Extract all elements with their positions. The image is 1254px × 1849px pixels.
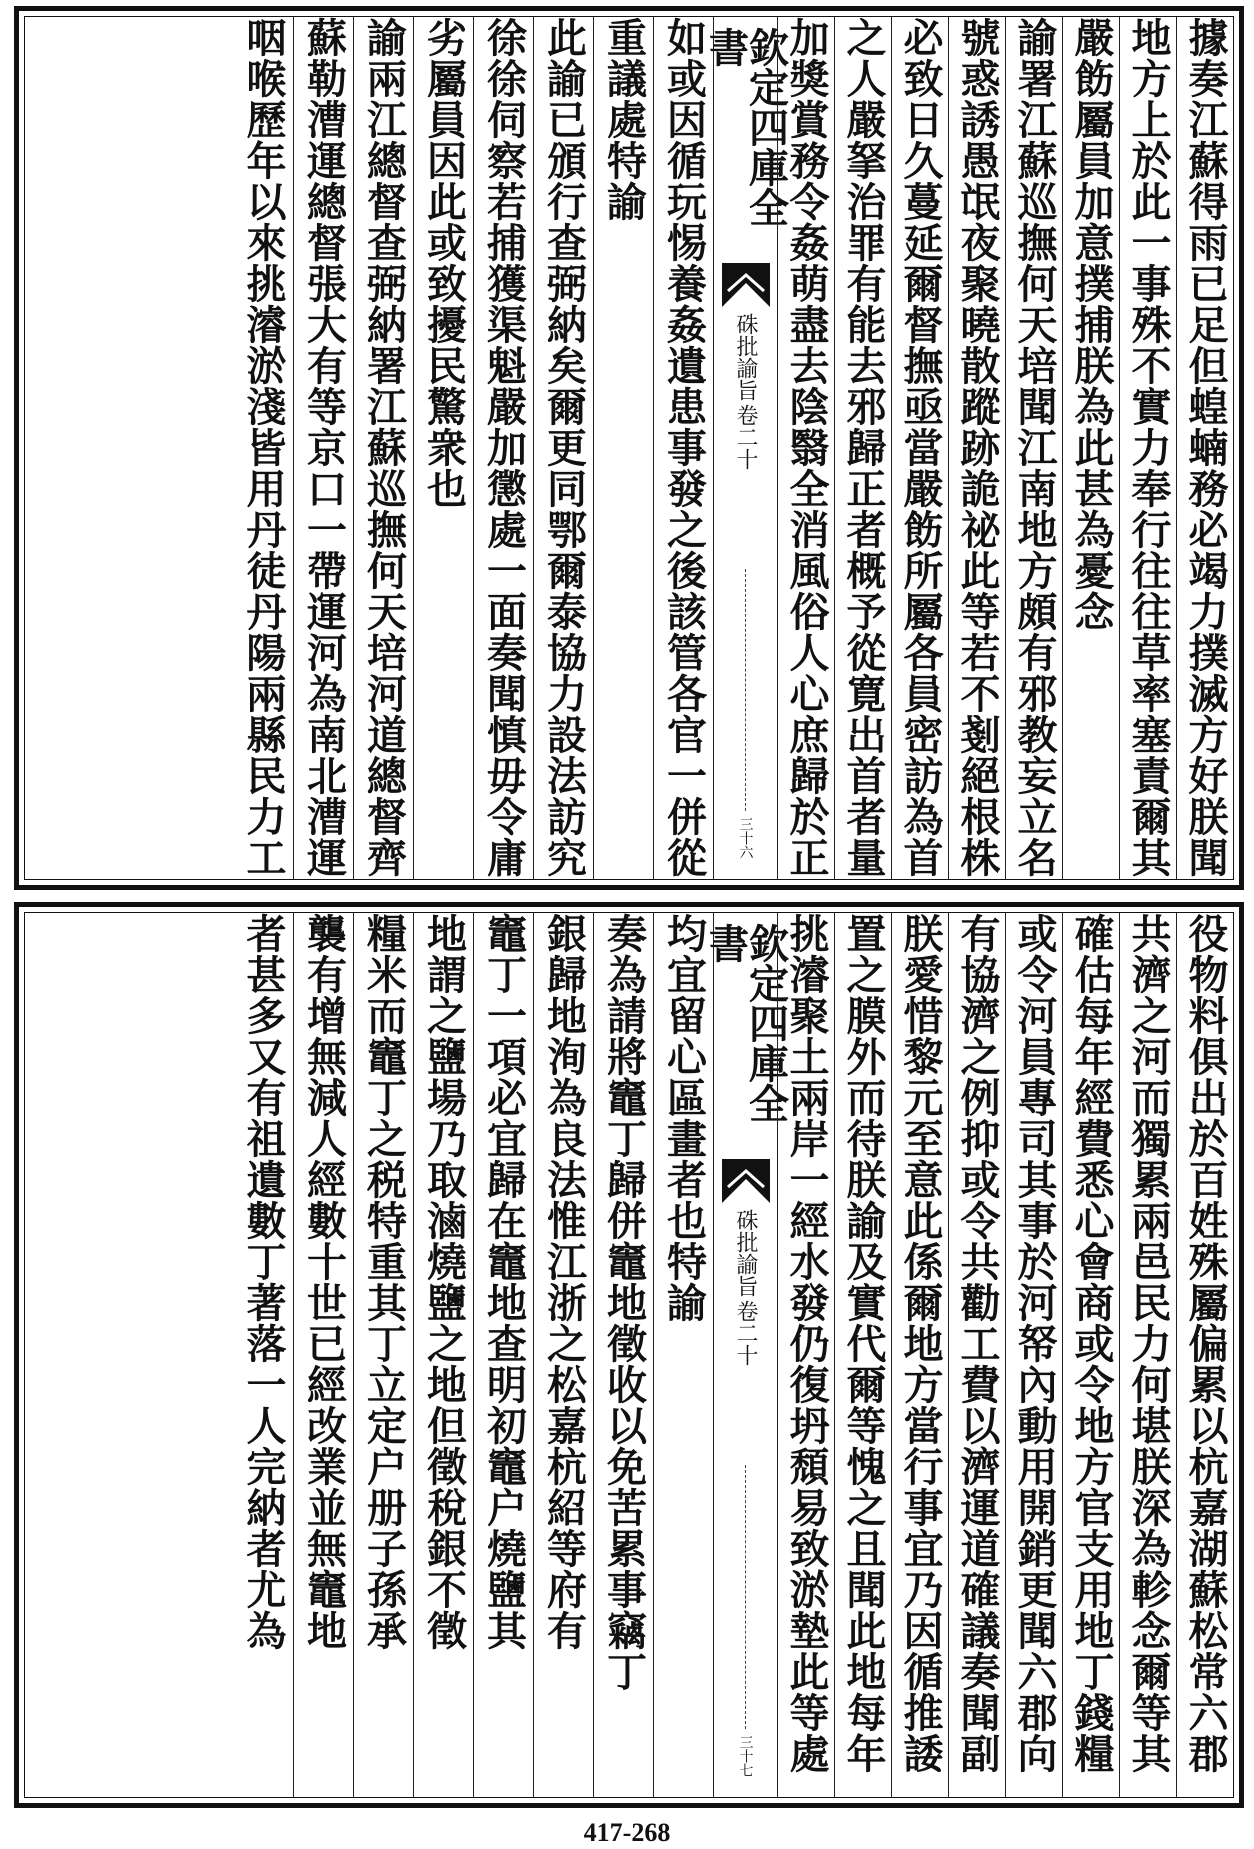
column-text: 加獎賞務令姦萌盡去陰翳全消風俗人心庶歸於正 (783, 17, 830, 878)
leaf-number: 三十七 (737, 1735, 754, 1777)
text-column (834, 17, 891, 879)
text-column (834, 913, 891, 1797)
gutter-subtitle (734, 1209, 757, 1459)
column-text: 地謂之鹽場乃取滷燒鹽之地但徵稅銀不徵 (420, 913, 468, 1651)
text-column (233, 913, 293, 1797)
top-page-panel (14, 6, 1244, 890)
leaf-number: 三十六 (737, 817, 754, 859)
column-text: 役物料俱出於百姓殊屬偏累以杭嘉湖蘇松常六郡 (1182, 913, 1229, 1774)
column-text: 均宜留心區畫者也特諭 (660, 913, 708, 1323)
column-text: 號惑誘愚氓夜聚曉散蹤跡詭祕此等若不剗絕根株 (954, 17, 1001, 878)
top-page-frame (24, 16, 1234, 880)
text-column (353, 17, 413, 879)
center-gutter (702, 913, 790, 1797)
column-text: 重議處特諭 (600, 17, 648, 222)
column-text: 奏為請將竈丁歸併竈地徵收以免苦累事竊丁 (600, 913, 648, 1692)
column-text: 共濟之河而獨累兩邑民力何堪朕深為軫念爾等其 (1125, 913, 1172, 1774)
column-text: 之人嚴拏治罪有能去邪歸正者概予從寛出首者量 (840, 17, 887, 878)
fish-tail-mark-icon (720, 1157, 772, 1205)
text-column (653, 17, 713, 879)
bottom-page-panel (14, 902, 1244, 1808)
text-column (533, 17, 593, 879)
text-column (1119, 913, 1176, 1797)
text-column (948, 913, 1005, 1797)
text-column (593, 17, 653, 879)
column-text: 襲有增無減人經數十世已經改業並無竈地 (300, 913, 348, 1651)
text-column (653, 913, 713, 1797)
book-title: 硃批諭旨 (733, 313, 759, 401)
column-text: 必致日久蔓延爾督撫亟當嚴飭所屬各員密訪為首 (897, 17, 944, 878)
text-column (293, 913, 353, 1797)
library-title: 欽定四庫全書 (702, 923, 790, 1123)
gutter-subtitle (734, 313, 757, 563)
text-column (533, 913, 593, 1797)
column-text: 挑濬聚土兩岸一經水發仍復坍頹易致淤墊此等處 (783, 913, 830, 1774)
column-text: 朕愛惜黎元至意此係爾地方當行事宜乃因循推諉 (897, 913, 944, 1774)
column-text: 咽喉歷年以來挑濬淤淺皆用丹徒丹陽兩縣民力工 (240, 17, 287, 878)
text-column (233, 17, 293, 879)
text-column (1062, 913, 1119, 1797)
text-column (777, 913, 834, 1797)
column-text: 此諭已頒行查弼納矣爾更同鄂爾泰協力設法訪究 (540, 17, 588, 878)
column-text: 地方上於此一事殊不實力奉行往往草率塞責爾其 (1125, 17, 1172, 878)
text-column (1005, 913, 1062, 1797)
book-title: 硃批諭旨 (733, 1209, 759, 1297)
text-column (891, 17, 948, 879)
fish-tail-mark-icon (720, 261, 772, 309)
column-text: 諭兩江總督查弼納署江蘇巡撫何天培河道總督齊 (360, 17, 408, 878)
text-column (1176, 17, 1233, 879)
column-text: 徐徐伺察若捕獲渠魁嚴加懲處一面奏聞慎毋令庸 (480, 17, 528, 878)
column-text: 竈丁一項必宜歸在竈地查明初竈户燒鹽其 (480, 913, 528, 1651)
center-gutter (702, 17, 790, 879)
page-number: 417-268 (583, 1818, 671, 1847)
library-title: 欽定四庫全書 (702, 27, 790, 227)
text-column (948, 17, 1005, 879)
volume-number: 卷二十 (733, 1300, 759, 1366)
text-column (1119, 17, 1176, 879)
bottom-page-frame (24, 912, 1234, 1798)
column-text: 據奏江蘇得雨已足但蝗蝻務必竭力撲滅方好朕聞 (1182, 17, 1229, 878)
text-column (593, 913, 653, 1797)
gutter-rule (745, 569, 746, 811)
volume-number: 卷二十 (733, 404, 759, 470)
column-text: 置之膜外而待朕諭及實代爾等愧之且聞此地每年 (840, 913, 887, 1774)
text-column (353, 913, 413, 1797)
column-text: 劣屬員因此或致擾民驚衆也 (420, 17, 468, 509)
text-column (891, 913, 948, 1797)
column-text: 有協濟之例抑或令共勸工費以濟運道確議奏聞副 (954, 913, 1001, 1774)
text-column (293, 17, 353, 879)
column-text: 確估每年經費悉心會商或令地方官支用地丁錢糧 (1068, 913, 1115, 1774)
text-column (473, 17, 533, 879)
text-column (413, 913, 473, 1797)
column-text: 者甚多又有祖遺數丁著落一人完納者尤為 (240, 913, 287, 1651)
column-text: 銀歸地洵為良法惟江浙之松嘉杭紹等府有 (540, 913, 588, 1651)
column-text: 糧米而竈丁之税特重其丁立定户册子孫承 (360, 913, 408, 1651)
text-column (473, 913, 533, 1797)
column-text: 如或因循玩惕養姦遺患事發之後該管各官一併從 (660, 17, 708, 878)
text-column (1005, 17, 1062, 879)
column-text: 諭署江蘇巡撫何天培聞江南地方頗有邪教妄立名 (1011, 17, 1058, 878)
column-text: 嚴飭屬員加意撲捕朕為此甚為憂念 (1068, 17, 1115, 632)
text-column (413, 17, 473, 879)
text-column (1176, 913, 1233, 1797)
column-text: 或令河員專司其事於河帑內動用開銷更聞六郡向 (1011, 913, 1058, 1774)
text-column (1062, 17, 1119, 879)
gutter-rule (745, 1465, 746, 1729)
text-column (777, 17, 834, 879)
column-text: 蘇勒漕運總督張大有等京口一帶運河為南北漕運 (300, 17, 348, 878)
